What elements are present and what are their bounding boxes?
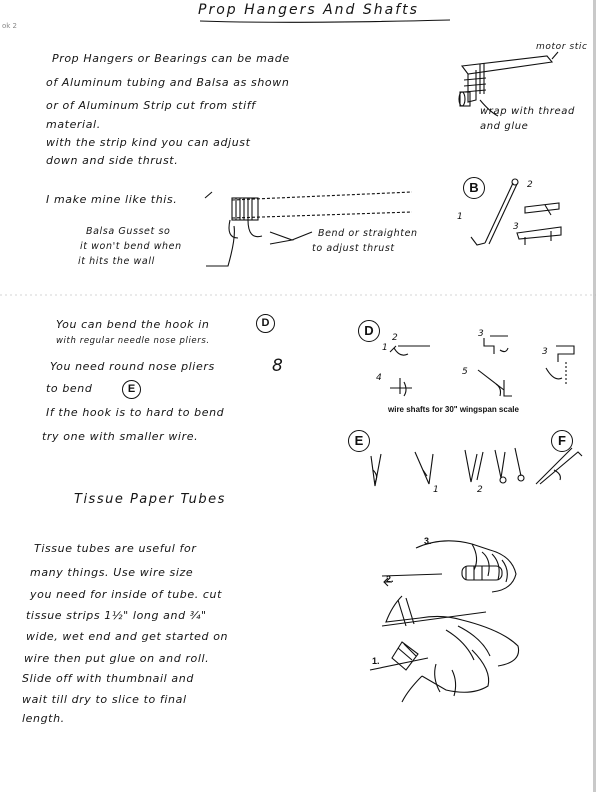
tissue-line: wire then put glue on and roll. <box>24 652 210 665</box>
figure-f-drawing <box>530 440 590 490</box>
title-underline <box>0 0 596 30</box>
svg-text:2: 2 <box>392 333 398 343</box>
hook-line: If the hook is to hard to bend <box>46 406 225 419</box>
intro-line: Prop Hangers or Bearings can be made <box>52 52 290 65</box>
svg-text:5: 5 <box>462 367 468 377</box>
hook-line: to bend <box>46 382 93 395</box>
wrap-label: and glue <box>480 121 529 132</box>
intro-line: material. <box>46 118 101 131</box>
tissue-line: Tissue tubes are useful for <box>34 542 197 555</box>
tissue-line: wide, wet end and get started on <box>26 630 229 643</box>
wrap-label: wrap with thread <box>480 106 575 117</box>
svg-text:2: 2 <box>527 180 533 190</box>
hook-line: try one with smaller wire. <box>42 430 199 443</box>
gusset-note: it hits the wall <box>78 256 155 267</box>
corner-mark: ok 2 <box>2 22 18 30</box>
ref-d-circle: D <box>256 314 275 333</box>
intro-line: of Aluminum tubing and Balsa as shown <box>46 76 290 89</box>
hand-step-label: 1. <box>372 656 380 666</box>
tissue-line: wait till dry to slice to final <box>22 693 187 706</box>
make-mine-line: I make mine like this. <box>46 193 178 206</box>
gusset-note: Balsa Gusset so <box>86 226 171 237</box>
tissue-line: length. <box>22 712 65 725</box>
figure-d-drawing <box>360 318 590 408</box>
svg-text:4: 4 <box>376 373 382 383</box>
tissue-line: Slide off with thumbnail and <box>22 672 194 685</box>
svg-text:1: 1 <box>457 212 463 222</box>
hand-step-label: 3. <box>424 536 432 546</box>
divider <box>0 294 596 298</box>
bend-note: to adjust thrust <box>312 243 395 254</box>
figure-e-drawing <box>345 430 545 500</box>
figure-b-drawing <box>455 175 575 265</box>
tissue-line: many things. Use wire size <box>30 566 194 579</box>
figure-d-caption: wire shafts for 30" wingspan scale <box>388 405 519 414</box>
intro-line: with the strip kind you can adjust <box>46 136 251 149</box>
tissue-line: you need for inside of tube. cut <box>30 588 223 601</box>
figure-f-marker: F <box>551 430 573 452</box>
tissue-title: Tissue Paper Tubes <box>74 492 226 507</box>
svg-text:1: 1 <box>433 485 439 495</box>
svg-text:3: 3 <box>513 222 519 232</box>
gusset-note: it won't bend when <box>80 241 182 252</box>
hook-line: You need round nose pliers <box>50 360 215 373</box>
motor-stick-label: motor stic <box>536 42 588 52</box>
figure-b-marker: B <box>463 177 485 199</box>
page-title: Prop Hangers And Shafts <box>198 2 419 18</box>
ref-e-circle: E <box>122 380 141 399</box>
hand-step-label: 2. <box>386 574 394 584</box>
intro-line: or of Aluminum Strip cut from stiff <box>46 99 256 112</box>
hook-number: 8 <box>272 356 284 376</box>
svg-text:3: 3 <box>478 329 484 339</box>
figure-d-marker: D <box>358 320 380 342</box>
figure-e-marker: E <box>348 430 370 452</box>
hands-rolling-illustration <box>362 530 542 710</box>
svg-text:2: 2 <box>477 485 483 495</box>
intro-line: down and side thrust. <box>46 154 179 167</box>
hook-line: You can bend the hook in <box>56 318 210 331</box>
bend-note: Bend or straighten <box>318 228 418 239</box>
svg-text:3: 3 <box>542 347 548 357</box>
tissue-line: tissue strips 1½" long and ¾" <box>26 609 207 622</box>
svg-text:1: 1 <box>382 343 388 353</box>
hook-line: with regular needle nose pliers. <box>56 336 210 346</box>
